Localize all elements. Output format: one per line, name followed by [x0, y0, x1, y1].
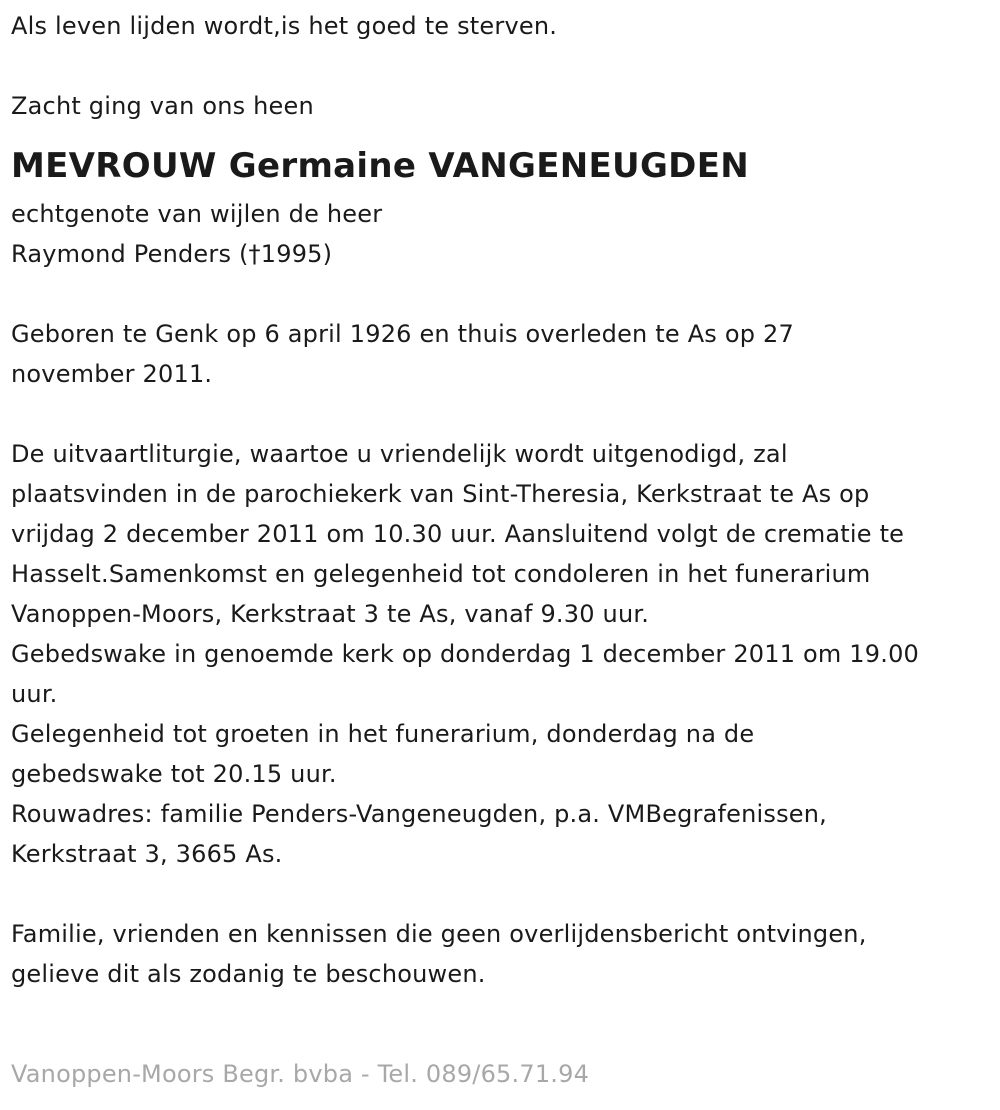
- quote-text: Als leven lijden wordt,is het goed te sterven.: [11, 12, 558, 40]
- mourning-address-line: Kerkstraat 3, 3665 As.: [11, 840, 283, 868]
- funeral-line: plaatsvinden in de parochiekerk van Sint-Theresia, Kerkstraat te As op: [11, 480, 870, 508]
- intro-text: Zacht ging van ons heen: [11, 92, 314, 120]
- visitation-line: Gelegenheid tot groeten in het funerarium, donderdag na de: [11, 720, 755, 748]
- birth-line-2: november 2011.: [11, 360, 213, 388]
- spacer: [11, 874, 991, 914]
- mourning-address-line: Rouwadres: familie Penders-Vangeneugden, p.a. VMBegrafenissen,: [11, 800, 828, 828]
- vigil-line: Gebedswake in genoemde kerk op donderdag 1 december 2011 om 19.00: [11, 640, 920, 668]
- spacer: [11, 274, 991, 314]
- funeral-home-footer: Vanoppen-Moors Begr. bvba - Tel. 089/65.71.94: [11, 1060, 590, 1088]
- funeral-line: vrijdag 2 december 2011 om 10.30 uur. Aansluitend volgt de crematie te: [11, 520, 905, 548]
- birth-line-1: Geboren te Genk op 6 april 1926 en thuis overleden te As op 27: [11, 320, 794, 348]
- funeral-line: De uitvaartliturgie, waartoe u vriendelijk wordt uitgenodigd, zal: [11, 440, 788, 468]
- closing-line-1: Familie, vrienden en kennissen die geen overlijdensbericht ontvingen,: [11, 920, 867, 948]
- spouse-line-2: Raymond Penders (†1995): [11, 240, 333, 268]
- closing-line-2: gelieve dit als zodanig te beschouwen.: [11, 960, 486, 988]
- deceased-name: MEVROUW Germaine VANGENEUGDEN: [11, 146, 749, 186]
- spouse-line-1: echtgenote van wijlen de heer: [11, 200, 383, 228]
- funeral-line: Hasselt.Samenkomst en gelegenheid tot condoleren in het funerarium: [11, 560, 871, 588]
- spacer: [11, 46, 991, 86]
- funeral-line: Vanoppen-Moors, Kerkstraat 3 te As, vanaf 9.30 uur.: [11, 600, 650, 628]
- vigil-line: uur.: [11, 680, 58, 708]
- visitation-line: gebedswake tot 20.15 uur.: [11, 760, 337, 788]
- spacer: [11, 394, 991, 434]
- death-notice: [11, 6, 991, 994]
